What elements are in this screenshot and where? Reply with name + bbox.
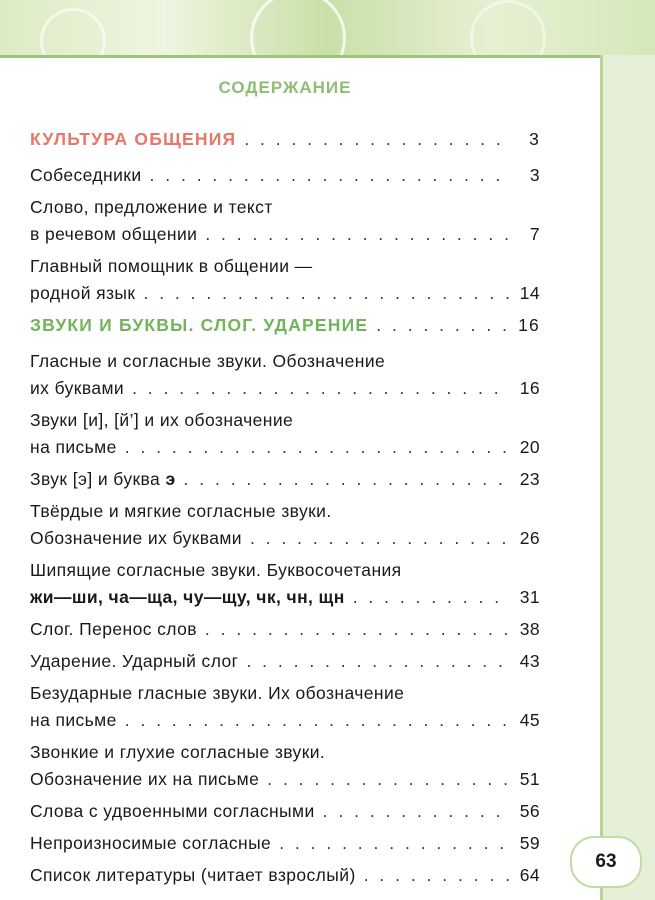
page-title: СОДЕРЖАНИЕ bbox=[218, 78, 352, 97]
toc-page-number: 56 bbox=[519, 801, 540, 821]
decorative-swirl bbox=[470, 0, 546, 76]
toc-item[interactable]: Собеседники . . . 3 bbox=[30, 162, 540, 189]
header-divider bbox=[0, 55, 655, 58]
toc-item[interactable]: Звонкие и глухие согласные звуки. Обозначение их на письме . . . 51 bbox=[30, 739, 540, 793]
toc-page-number: 38 bbox=[519, 619, 540, 639]
toc-item[interactable]: Безударные гласные звуки. Их обозначение на письме . . . 45 bbox=[30, 680, 540, 734]
toc-item[interactable]: Слово, предложение и текст в речевом общении . . . 7 bbox=[30, 194, 540, 248]
toc-page-number: 14 bbox=[519, 283, 540, 303]
leader-dots bbox=[246, 648, 510, 675]
leader-dots bbox=[132, 375, 510, 402]
leader-dots bbox=[125, 434, 510, 461]
toc-page-number: 7 bbox=[529, 224, 540, 244]
leader-dots bbox=[244, 126, 510, 153]
leader-dots bbox=[125, 707, 510, 734]
toc-item[interactable]: Слог. Перенос слов . . . 38 bbox=[30, 616, 540, 643]
toc-item[interactable]: Звуки [и], [й’] и их обозначение на письме . . . 20 bbox=[30, 407, 540, 461]
leader-dots bbox=[353, 584, 510, 611]
page-side-margin bbox=[600, 55, 655, 900]
leader-dots bbox=[250, 525, 510, 552]
leader-dots bbox=[143, 280, 510, 307]
toc-item[interactable]: Непроизносимые согласные . . . 59 bbox=[30, 830, 540, 857]
decorative-swirl bbox=[250, 0, 346, 86]
toc-item[interactable]: Список литературы (читает взрослый) . . . 64 bbox=[30, 862, 540, 889]
toc-item[interactable]: Звук [э] и буква э . . . 23 bbox=[30, 466, 540, 493]
toc-page-number: 20 bbox=[519, 437, 540, 457]
toc-page-number: 43 bbox=[519, 651, 540, 671]
toc-item[interactable]: Твёрдые и мягкие согласные звуки. Обозначение их буквами . . . 26 bbox=[30, 498, 540, 552]
toc-item[interactable]: Шипящие согласные звуки. Буквосочетания жи—ши, ча—ща, чу—щу, чк, чн, щн . . . 31 bbox=[30, 557, 540, 611]
toc-page-number: 51 bbox=[519, 769, 540, 789]
leader-dots bbox=[205, 221, 510, 248]
toc-page-number: 3 bbox=[529, 165, 540, 185]
toc-page-number: 31 bbox=[519, 587, 540, 607]
decorative-header-band bbox=[0, 0, 655, 55]
toc-item[interactable]: Главный помощник в общении — родной язык . . . 14 bbox=[30, 253, 540, 307]
toc-section-culture[interactable]: КУЛЬТУРА ОБЩЕНИЯ . . . 3 bbox=[30, 126, 540, 153]
leader-dots bbox=[364, 862, 510, 889]
toc-page-number: 23 bbox=[519, 469, 540, 489]
toc-page-number: 64 bbox=[519, 865, 540, 885]
toc-page-number: 16 bbox=[518, 315, 540, 335]
toc-page-number: 26 bbox=[519, 528, 540, 548]
decorative-swirl bbox=[40, 8, 106, 74]
table-of-contents bbox=[30, 126, 540, 894]
toc-item[interactable]: Слова с удвоенными согласными . . . 56 bbox=[30, 798, 540, 825]
page-number-badge: 63 bbox=[570, 836, 642, 888]
toc-page-number: 3 bbox=[529, 129, 540, 149]
leader-dots bbox=[184, 466, 510, 493]
toc-page-number: 59 bbox=[519, 833, 540, 853]
leader-dots bbox=[323, 798, 510, 825]
toc-page-number: 45 bbox=[519, 710, 540, 730]
leader-dots bbox=[150, 162, 510, 189]
leader-dots bbox=[279, 830, 510, 857]
toc-item[interactable]: Гласные и согласные звуки. Обозначение их буквами . . . 16 bbox=[30, 348, 540, 402]
leader-dots bbox=[205, 616, 510, 643]
leader-dots bbox=[376, 312, 510, 339]
toc-item[interactable]: Ударение. Ударный слог . . . 43 bbox=[30, 648, 540, 675]
toc-section-sounds[interactable]: ЗВУКИ И БУКВЫ. СЛОГ. УДАРЕНИЕ . . . 16 bbox=[30, 312, 540, 339]
leader-dots bbox=[267, 766, 510, 793]
toc-page-number: 16 bbox=[519, 378, 540, 398]
